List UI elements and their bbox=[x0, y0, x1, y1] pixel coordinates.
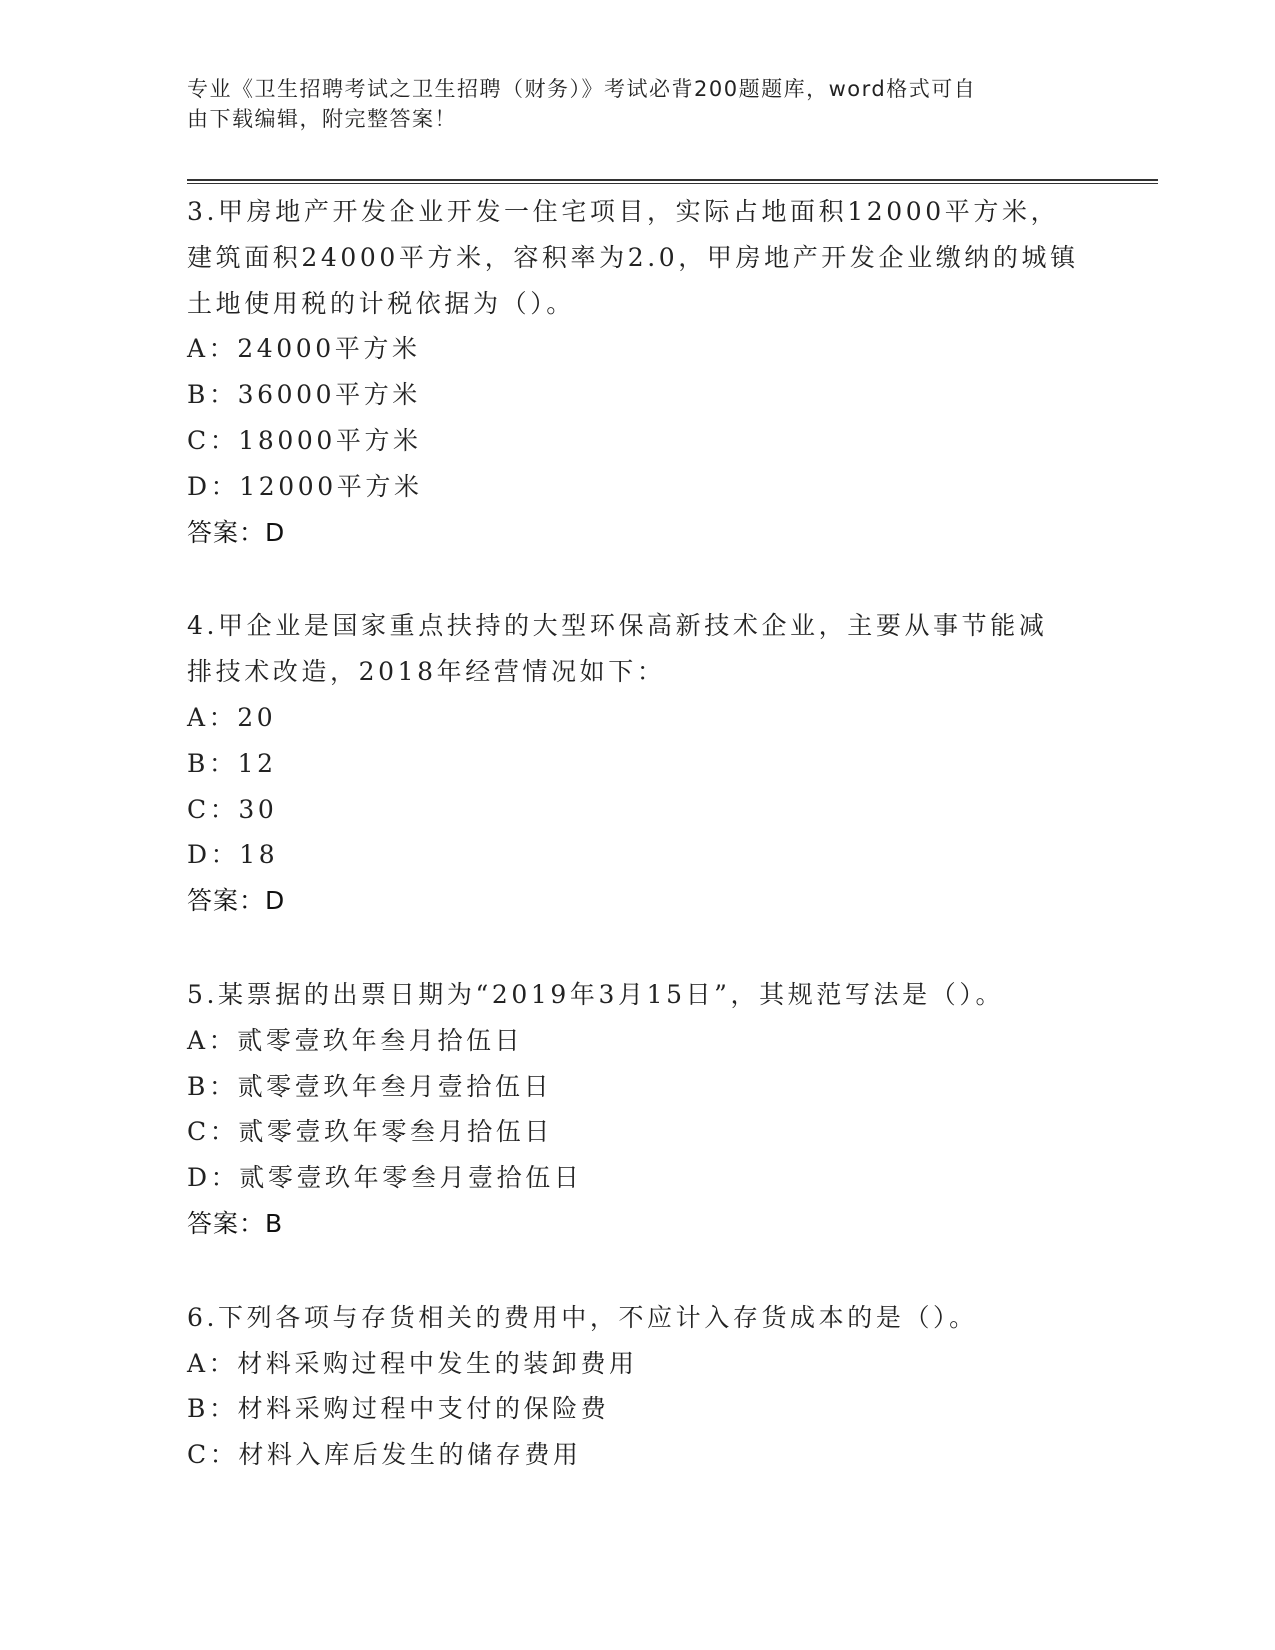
option-b: B：材料采购过程中支付的保险费 bbox=[187, 1394, 610, 1424]
option-a: A：20 bbox=[187, 702, 277, 732]
question-list bbox=[187, 189, 1107, 1526]
answer-label: 答案：D bbox=[187, 517, 286, 547]
option-c: C：贰零壹玖年零叁月拾伍日 bbox=[187, 1117, 553, 1147]
option-a: A：24000平方米 bbox=[187, 334, 421, 364]
option-d: D：贰零壹玖年零叁月壹拾伍日 bbox=[187, 1163, 583, 1193]
option-d: D：12000平方米 bbox=[187, 471, 423, 501]
question-4 bbox=[187, 603, 1107, 924]
question-text-line: 土地使用税的计税依据为（）。 bbox=[187, 288, 575, 318]
answer-label: 答案：D bbox=[187, 886, 286, 916]
answer-label: 答案：B bbox=[187, 1208, 284, 1238]
question-text-line: 6.下列各项与存货相关的费用中，不应计入存货成本的是（）。 bbox=[187, 1302, 978, 1332]
question-5 bbox=[187, 972, 1107, 1247]
question-text-line: 3.甲房地产开发企业开发一住宅项目，实际占地面积12000平方米， bbox=[187, 197, 1060, 226]
option-b: B：贰零壹玖年叁月壹拾伍日 bbox=[187, 1071, 553, 1101]
option-c: C：材料入库后发生的储存费用 bbox=[187, 1440, 582, 1470]
header-divider bbox=[187, 179, 1158, 181]
header-line-1: 专业《卫生招聘考试之卫生招聘（财务）》考试必背200题题库，word格式可自 bbox=[187, 77, 977, 101]
option-c: C：30 bbox=[187, 794, 278, 824]
option-a: A：材料采购过程中发生的装卸费用 bbox=[187, 1348, 638, 1378]
option-b: B：12 bbox=[187, 748, 277, 778]
option-d: D：18 bbox=[187, 840, 279, 870]
question-text-line: 4.甲企业是国家重点扶持的大型环保高新技术企业，主要从事节能减 bbox=[187, 611, 1048, 641]
question-text-line: 排技术改造，2018年经营情况如下： bbox=[187, 657, 666, 687]
option-b: B：36000平方米 bbox=[187, 380, 421, 410]
option-c: C：18000平方米 bbox=[187, 425, 422, 455]
question-text-line: 5.某票据的出票日期为“2019年3月15日”，其规范写法是（）。 bbox=[187, 979, 1005, 1009]
question-6 bbox=[187, 1295, 1107, 1478]
option-a: A：贰零壹玖年叁月拾伍日 bbox=[187, 1025, 524, 1055]
question-3 bbox=[187, 189, 1107, 555]
header-divider-thin bbox=[187, 183, 1158, 184]
question-text-line: 建筑面积24000平方米，容积率为2.0，甲房地产开发企业缴纳的城镇 bbox=[187, 242, 1079, 272]
document-header bbox=[187, 74, 1087, 134]
header-line-2: 由下载编辑，附完整答案！ bbox=[187, 107, 457, 131]
